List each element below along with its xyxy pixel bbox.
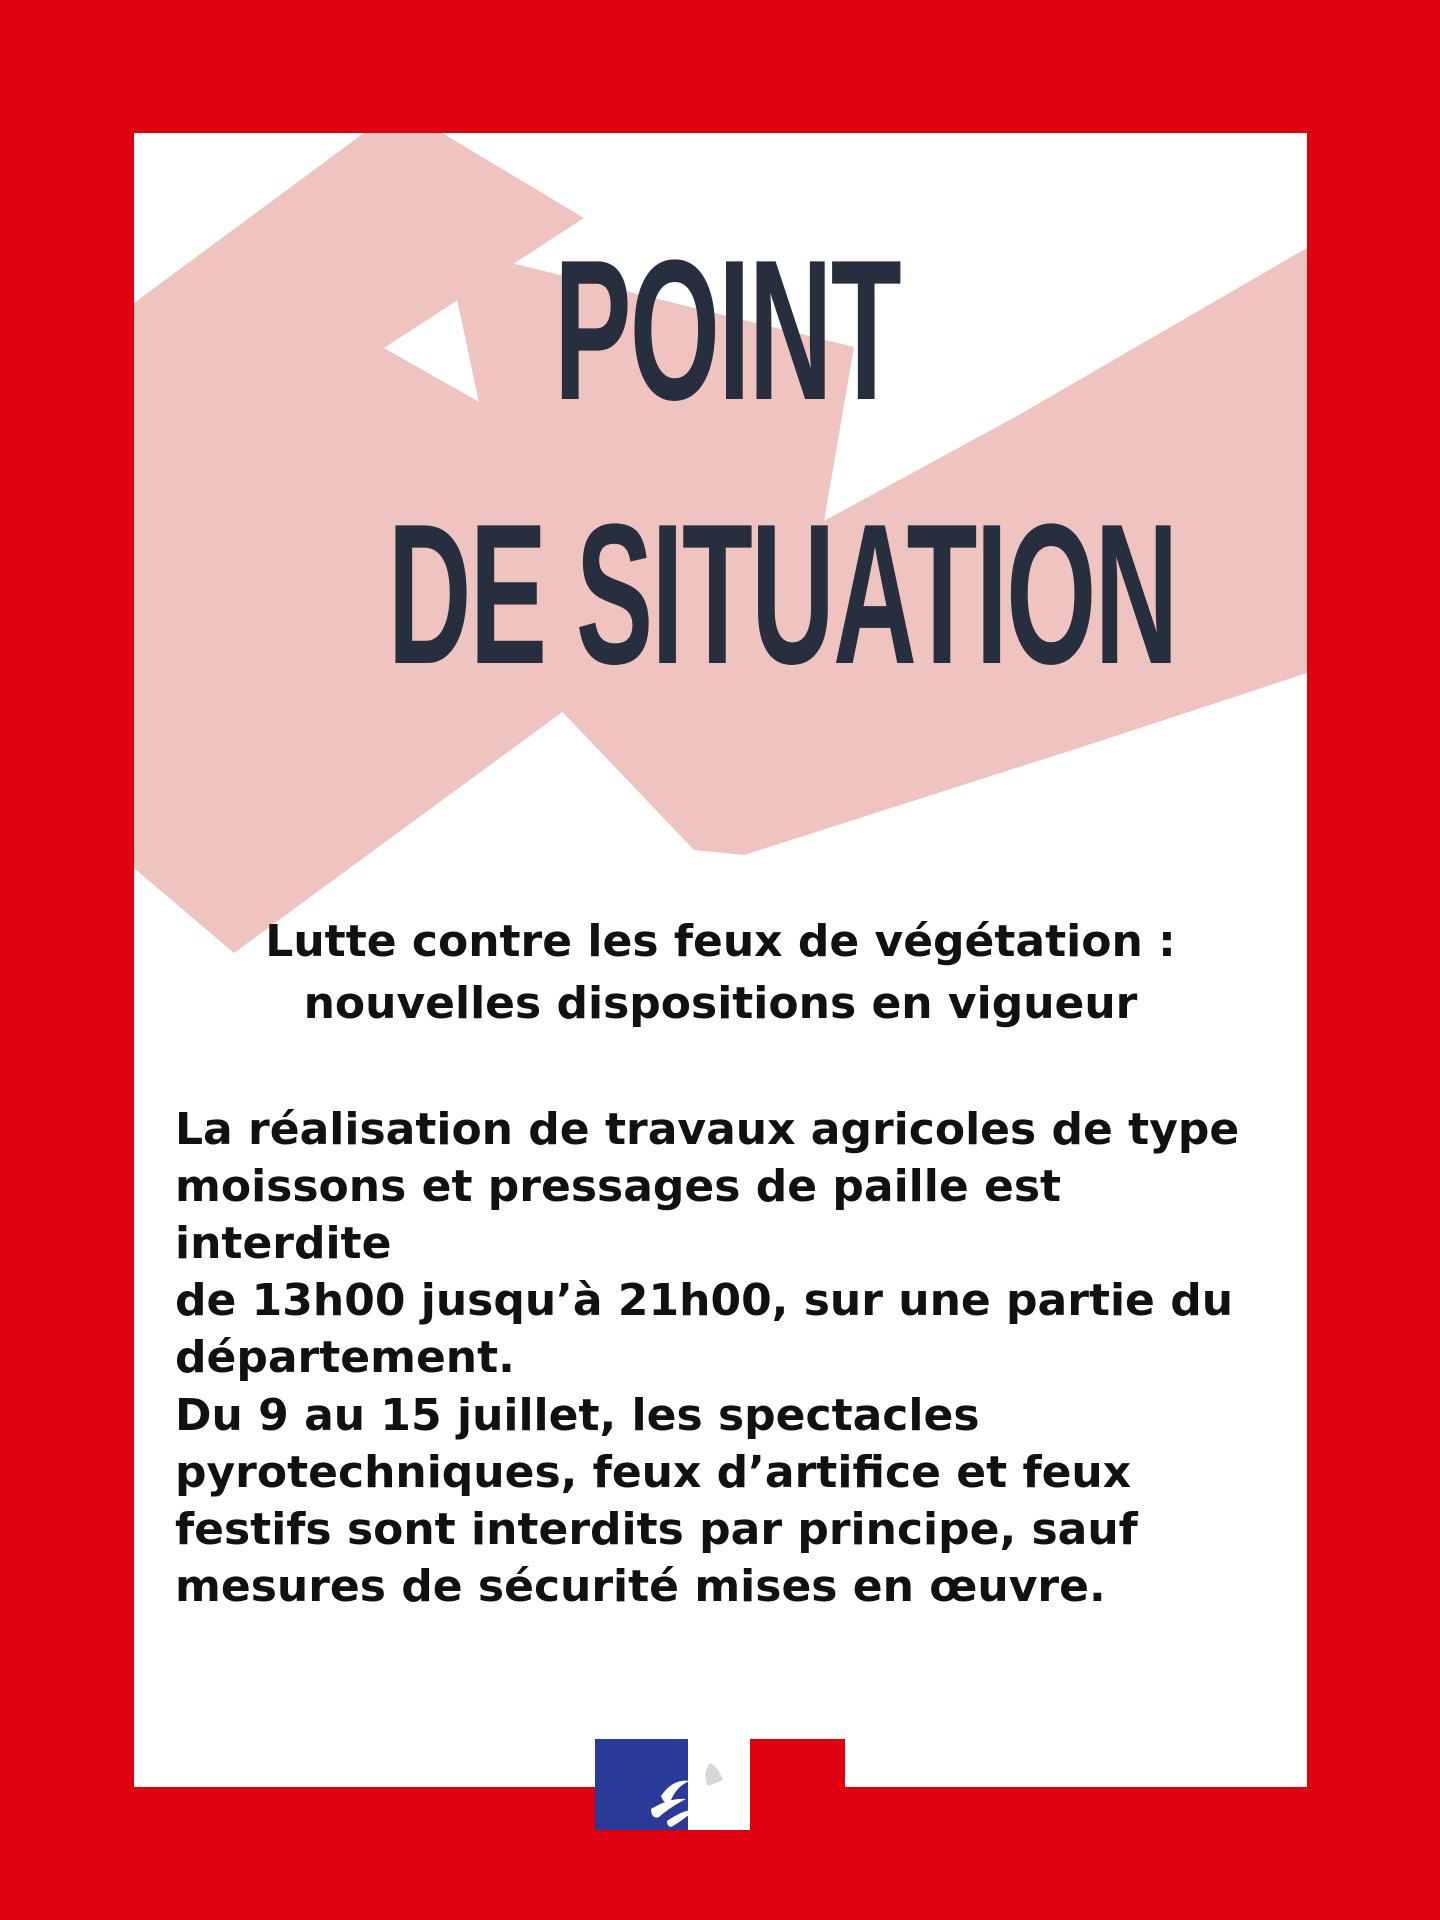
- subtitle: Lutte contre les feux de végétation : nouvelles dispositions en vigueur: [265, 916, 1176, 1029]
- marianne-hair: [691, 1752, 744, 1828]
- headline-line-2: DE SITUATION: [387, 483, 1177, 706]
- paragraph-1: La réalisation de travaux agricoles de type moissons et pressages de paille est interdite de 13h00 jusqu’à 21h00, sur une partie du département.: [175, 1104, 1240, 1383]
- paragraph-2: Du 9 au 15 juillet, les spectacles pyrotechniques, feux d’artifice et feux festifs sont interdits par principe, sauf mesures de sécurité mises en œuvre.: [175, 1390, 1138, 1612]
- marianne-logo-icon: [595, 1739, 845, 1830]
- marianne-profile-icon: [595, 1739, 845, 1830]
- poster-card: [134, 133, 1307, 1787]
- headline-line-1: POINT: [554, 219, 900, 442]
